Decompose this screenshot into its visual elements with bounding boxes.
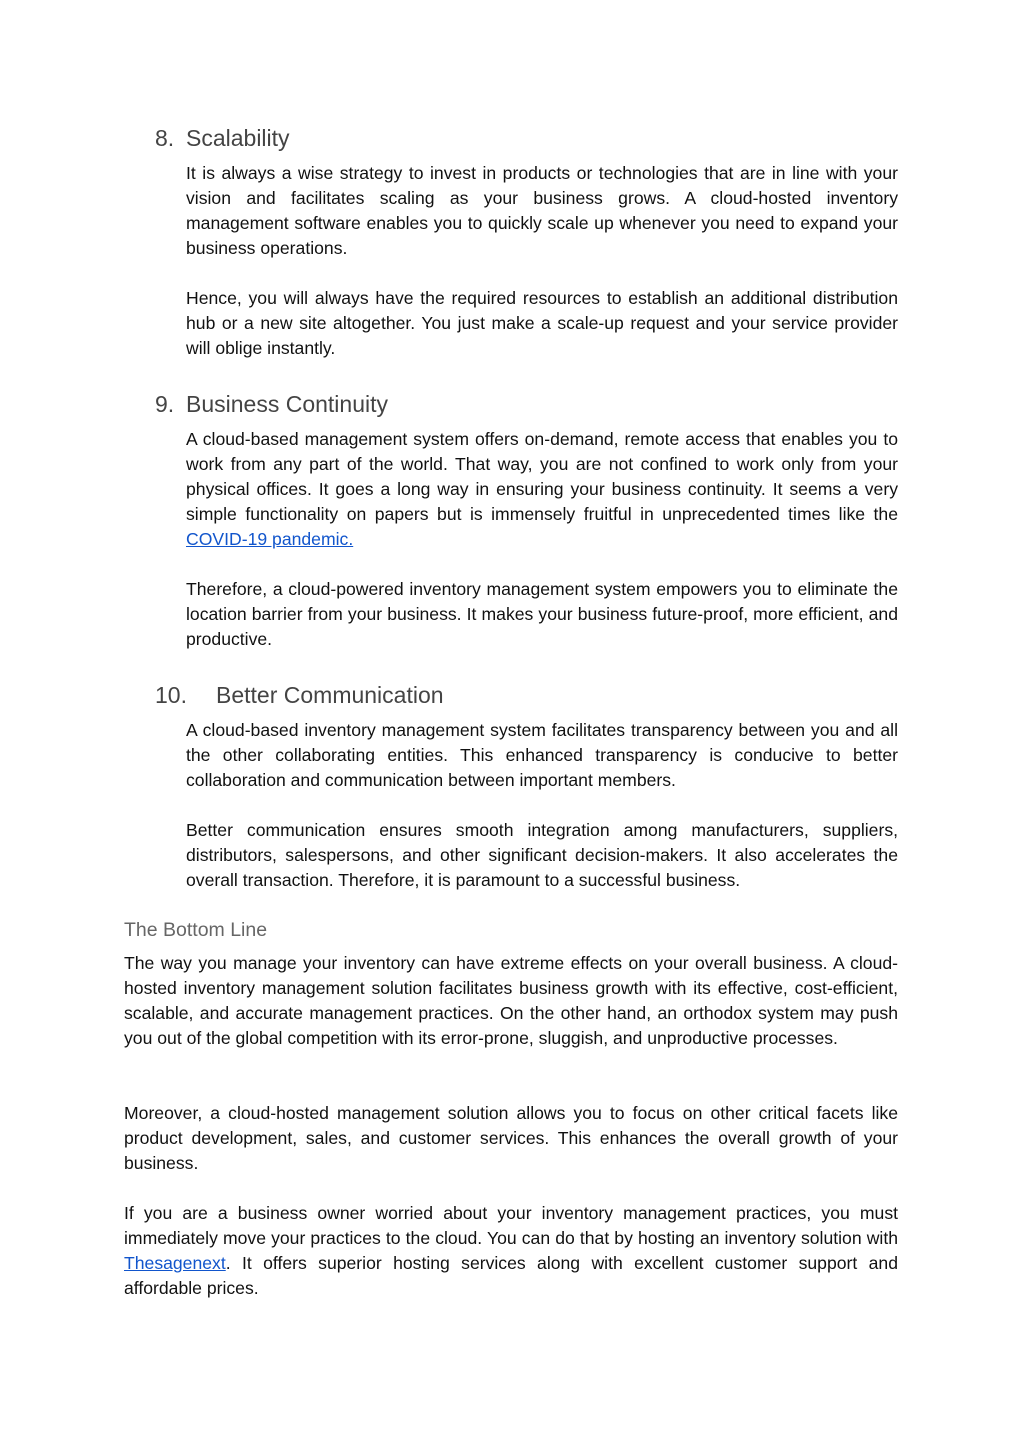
- section-heading-better-communication: [155, 680, 444, 710]
- paragraph: Therefore, a cloud-powered inventory management system empowers you to eliminate the location barrier from your business. It makes your business future-proof, more efficient, and productive.: [186, 579, 898, 649]
- paragraph: Hence, you will always have the required resources to establish an additional distribution hub or a new site altogether. You just make a scale-up request and your service provider will oblige instantly.: [186, 288, 898, 358]
- section-title: Business Continuity: [186, 391, 388, 417]
- paragraph: Better communication ensures smooth integration among manufacturers, suppliers, distributors, salespersons, and other significant decision-makers. It also accelerates the overall transaction. Therefore, it is paramount to a successful business.: [186, 820, 898, 890]
- section-number: 10.: [155, 682, 187, 708]
- paragraph-text: A cloud-based management system offers on-demand, remote access that enables you to work from any part of the world. That way, you are not confined to work only from your physical offices. It goes a long way in ensuring your business continuity. It seems a very simple functionality on papers but is immensely fruitful in unprecedented times like the: [186, 429, 898, 524]
- section-number: 8.: [155, 125, 175, 151]
- section-title: Scalability: [186, 125, 290, 151]
- section-heading-scalability: [155, 123, 290, 153]
- bottom-line-heading: The Bottom Line: [124, 919, 268, 941]
- section-title: Better Communication: [216, 682, 444, 708]
- paragraph: A cloud-based inventory management system facilitates transparency between you and all the other collaborating entities. This enhanced transparency is conducive to better collaboration and communication between important members.: [186, 720, 898, 790]
- paragraph: Moreover, a cloud-hosted management solution allows you to focus on other critical facets like product development, sales, and customer services. This enhances the overall growth of your business.: [124, 1103, 898, 1173]
- covid-19-pandemic-link[interactable]: COVID-19 pandemic.: [186, 529, 354, 549]
- paragraph-text: If you are a business owner worried about your inventory management practices, you must immediately move your practices to the cloud. You can do that by hosting an inventory solution with: [124, 1203, 898, 1248]
- paragraph: [186, 427, 898, 552]
- paragraph-text: . It offers superior hosting services along with excellent customer support and affordable prices.: [124, 1253, 898, 1298]
- paragraph: [124, 1201, 898, 1301]
- section-heading-business-continuity: [155, 389, 388, 419]
- paragraph: The way you manage your inventory can have extreme effects on your overall business. A cloud-hosted inventory management solution facilitates business growth with its effective, cost-efficient, scalable, and accurate management practices. On the other hand, an orthodox system may push you out of the global competition with its error-prone, sluggish, and unproductive processes.: [124, 953, 898, 1048]
- section-number: 9.: [155, 391, 175, 417]
- paragraph: It is always a wise strategy to invest in products or technologies that are in line with your vision and facilitates scaling as your business grows. A cloud-hosted inventory management software enables you to quickly scale up whenever you need to expand your business operations.: [186, 163, 898, 258]
- thesagenext-link[interactable]: Thesagenext: [124, 1253, 226, 1273]
